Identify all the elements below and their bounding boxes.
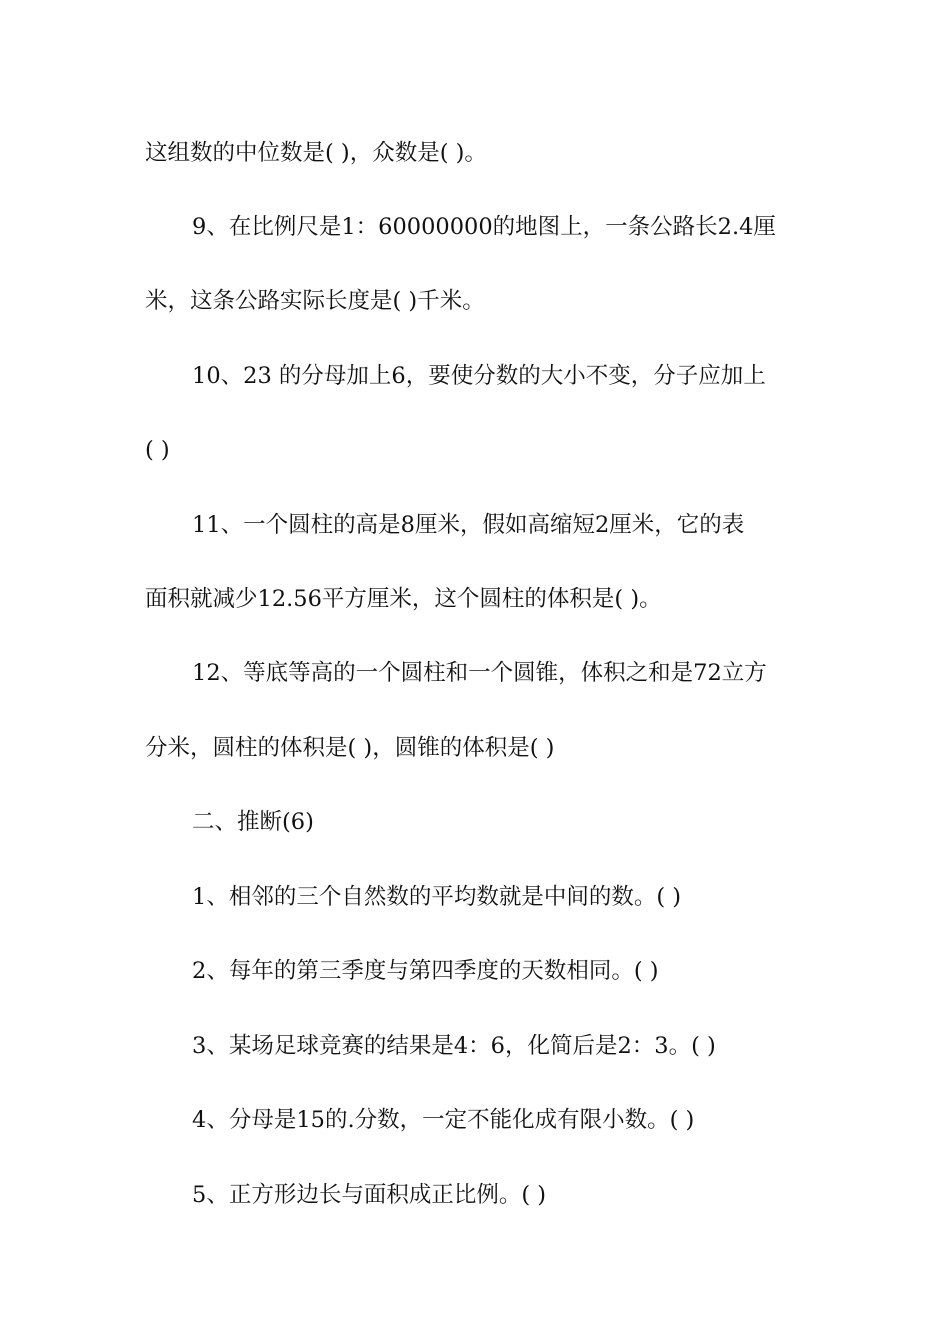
question-10-line-2: ( ): [145, 437, 170, 463]
judgement-5: 5、正方形边长与面积成正比例。( ): [192, 1182, 547, 1208]
question-12-line-2: 分米，圆柱的体积是( )，圆锥的体积是( ): [145, 735, 555, 761]
question-10-line-1: 10、23 的分母加上6，要使分数的大小不变，分子应加上: [192, 363, 766, 389]
judgement-3: 3、某场足球竞赛的结果是4：6，化简后是2：3。( ): [192, 1033, 716, 1059]
judgement-4: 4、分母是15的.分数，一定不能化成有限小数。( ): [192, 1107, 695, 1133]
question-11-line-1: 11、一个圆柱的高是8厘米，假如高缩短2厘米，它的表: [192, 512, 745, 538]
question-9-line-1: 9、在比例尺是1：60000000的地图上，一条公路长2.4厘: [192, 214, 776, 240]
section-heading: 二、推断(6): [192, 809, 314, 835]
judgement-2: 2、每年的第三季度与第四季度的天数相同。( ): [192, 958, 659, 984]
question-9-line-2: 米，这条公路实际长度是( )千米。: [145, 288, 485, 314]
question-11-line-2: 面积就减少12.56平方厘米，这个圆柱的体积是( )。: [145, 586, 662, 612]
question-12-line-1: 12、等底等高的一个圆柱和一个圆锥，体积之和是72立方: [192, 660, 767, 686]
text-line: 这组数的中位数是( )，众数是( )。: [145, 140, 487, 166]
judgement-1: 1、相邻的三个自然数的平均数就是中间的数。( ): [192, 884, 682, 910]
